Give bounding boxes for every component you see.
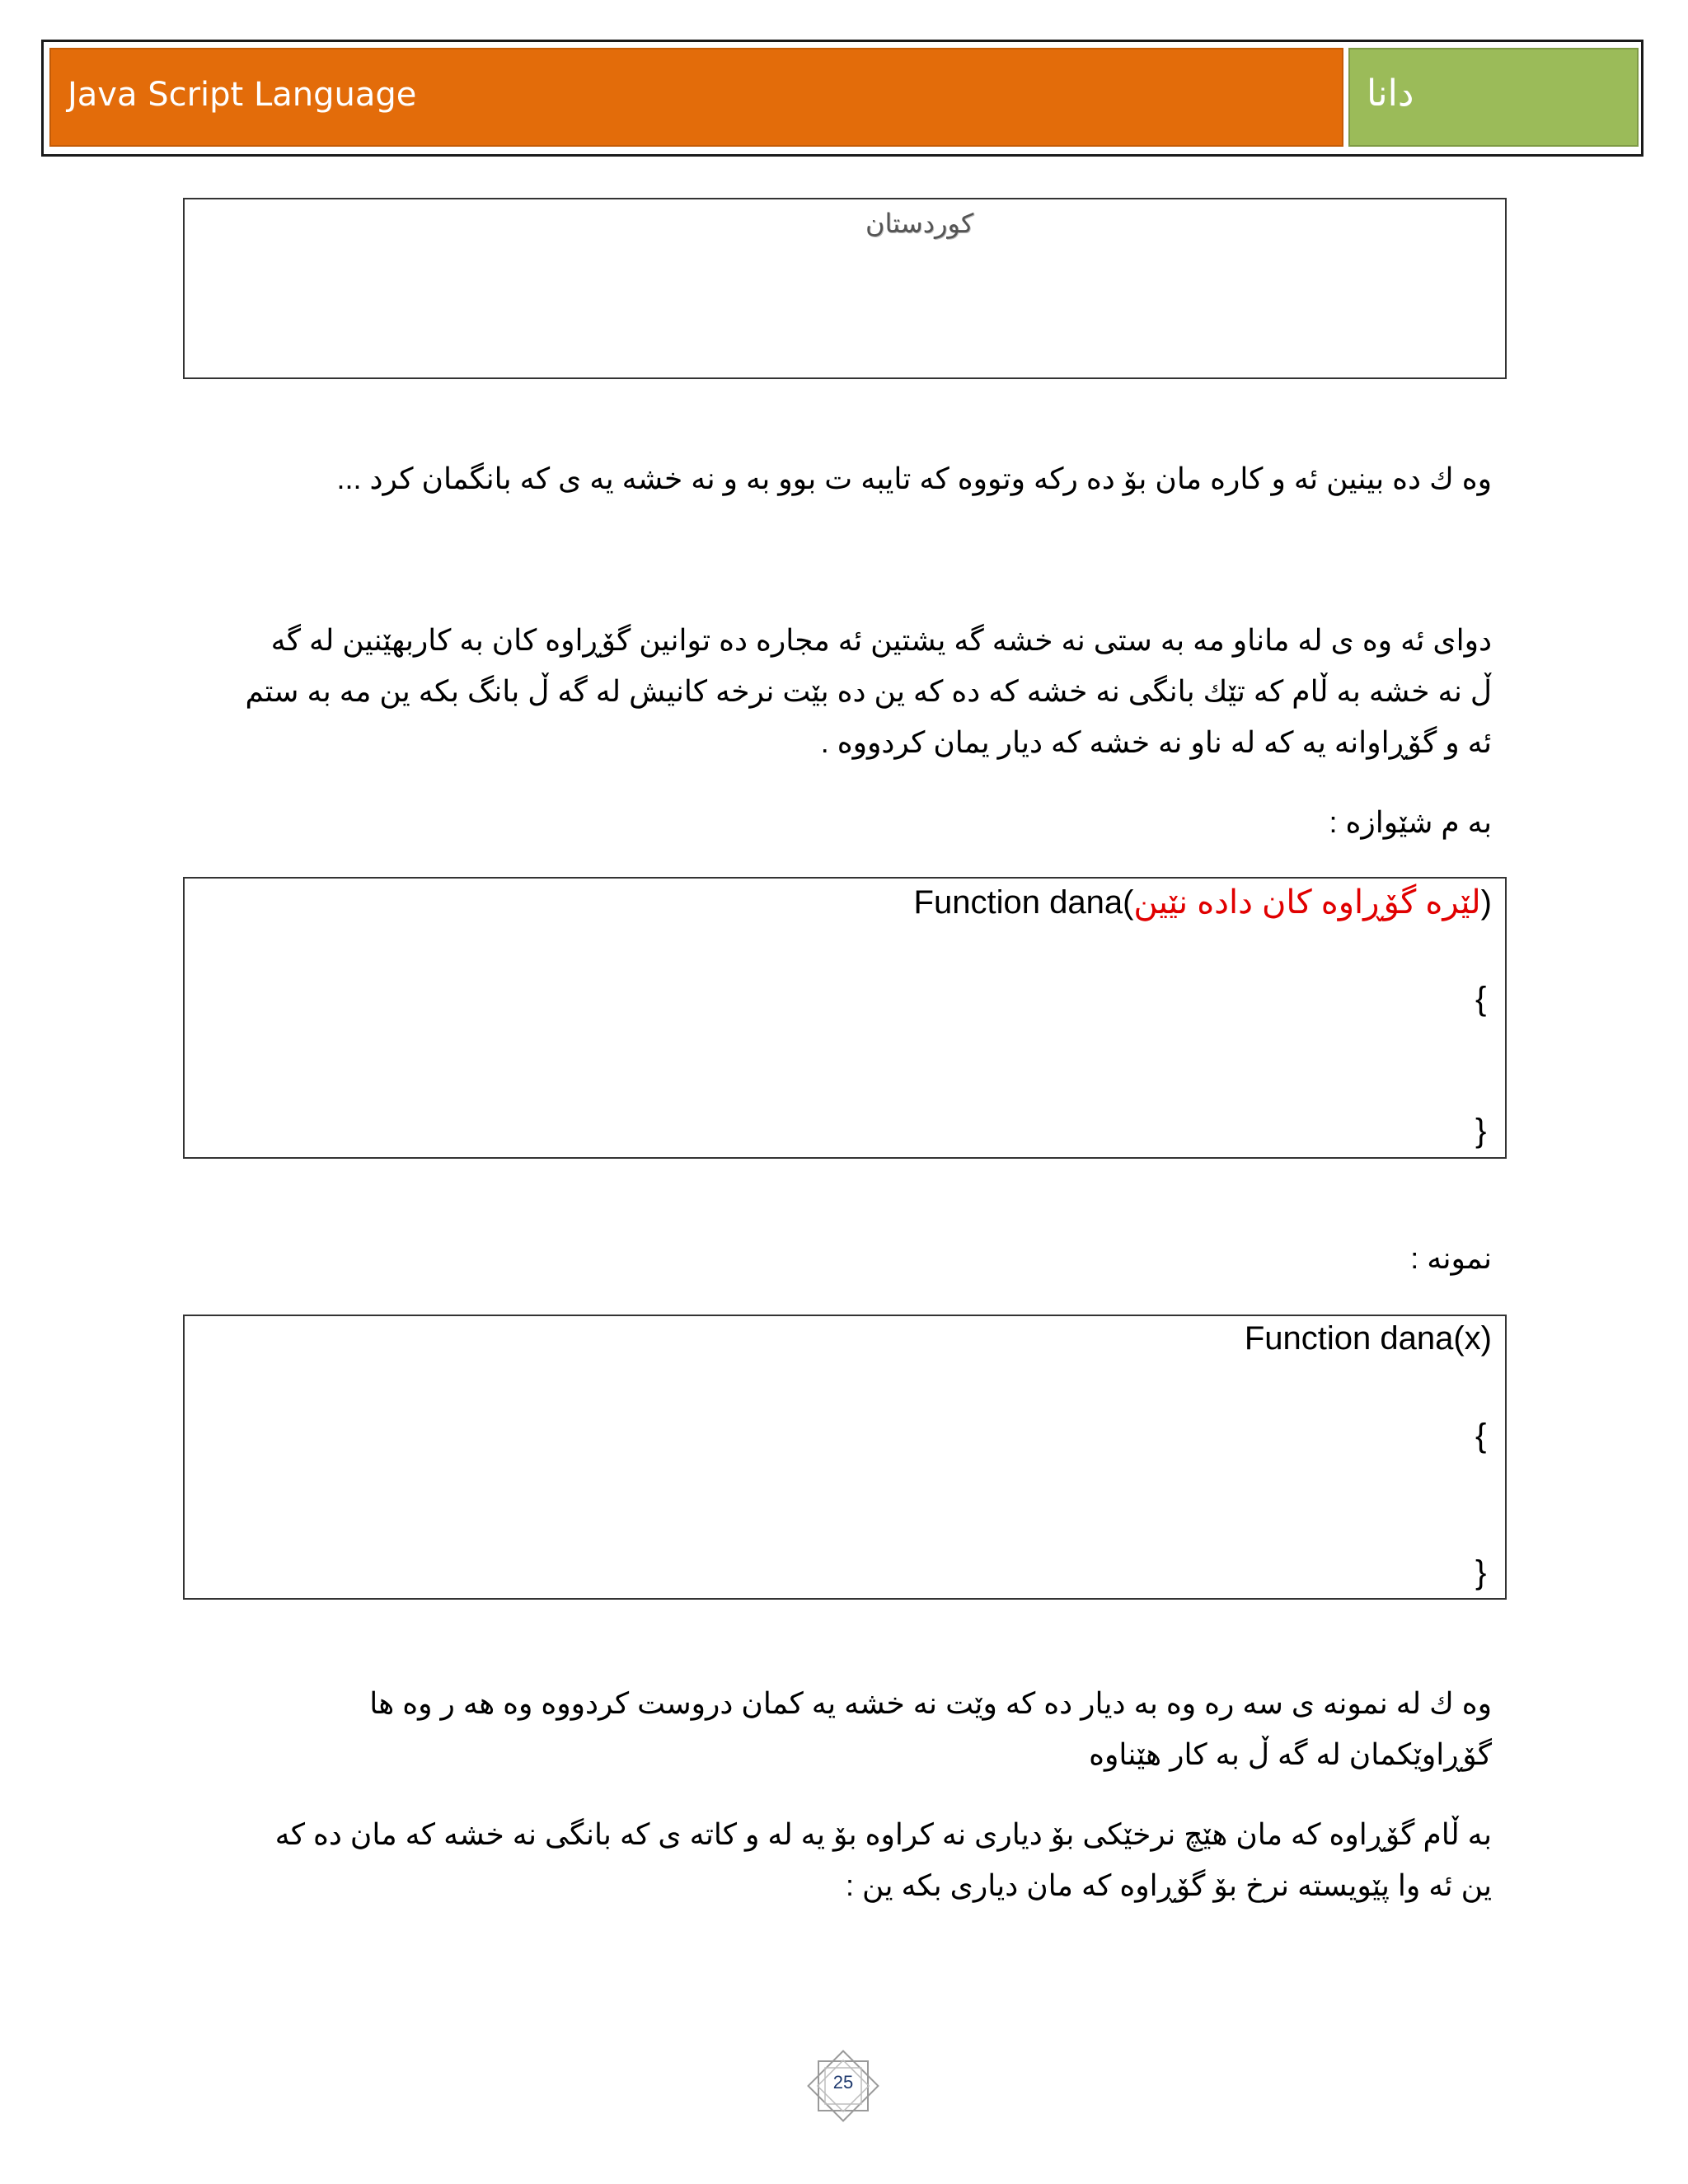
page-number-ornament [804, 2049, 883, 2123]
code-box-2-close-brace: } [1475, 1554, 1487, 1591]
paragraph-3: به م شێوازه : [1329, 805, 1492, 839]
code-box-1-prefix: Function dana( [913, 884, 1134, 921]
paragraph-4: نمونه : [1410, 1241, 1492, 1275]
page-number: 25 [832, 2072, 854, 2093]
paragraph-2-line-3: ئه و گۆڕاوانه يه كه له ناو نه خشه كه ديار يمان كردووه . [820, 725, 1492, 759]
image-caption: كوردستان [865, 208, 974, 239]
code-box-1-signature [914, 883, 1492, 921]
code-box-1-open-brace: { [1475, 981, 1487, 1017]
code-box-1-close-brace: } [1475, 1113, 1487, 1149]
code-box-1-suffix: ) [1480, 884, 1492, 921]
paragraph-6-line-2: ين ئه وا پێويسته نرخ بۆ گۆڕاوه كه مان ديارى بكه ين : [846, 1868, 1492, 1902]
paragraph-2-line-1: دواى ئه وه ى له ماناو مه به ستى نه خشه گه يشتين ئه مجاره ده توانين گۆڕاوه كان به كاربهێنين له گه [270, 623, 1492, 657]
paragraph-1: وه ك ده بينين ئه و كاره مان بۆ ده ركه وتووه كه تايبه ت بوو به و نه خشه يه ى كه بانگمان كرد ... [336, 462, 1492, 495]
code-box-1-parameter-note: لێره گۆڕاوه كان داده نێين [1133, 884, 1481, 921]
header-title: Java Script Language [68, 76, 417, 114]
code-box-2-signature: Function dana(x) [1244, 1320, 1492, 1357]
code-box-2-open-brace: { [1475, 1418, 1487, 1454]
paragraph-2-line-2: ڵ نه خشه به ڵام كه تێك بانگى نه خشه كه ده كه ين ده بێت نرخه كانيش له گه ڵ بانگ بكه ين مه به ستم [245, 674, 1492, 708]
paragraph-5-line-2: گۆڕاوێكمان له گه ڵ به كار هێناوه [1089, 1737, 1492, 1771]
header-author: دانا [1367, 73, 1414, 115]
paragraph-5-line-1: وه ك له نمونه ى سه ره وه به ديار ده كه وێت نه خشه يه كمان دروست كردووه وه هه ر وه ها [369, 1686, 1492, 1720]
image-box [183, 198, 1507, 379]
paragraph-6-line-1: به ڵام گۆڕاوه كه مان هێچ نرخێكى بۆ ديارى نه كراوه بۆ يه له و كاته ى كه بانگى نه خشه كه مان ده كه [274, 1817, 1492, 1851]
